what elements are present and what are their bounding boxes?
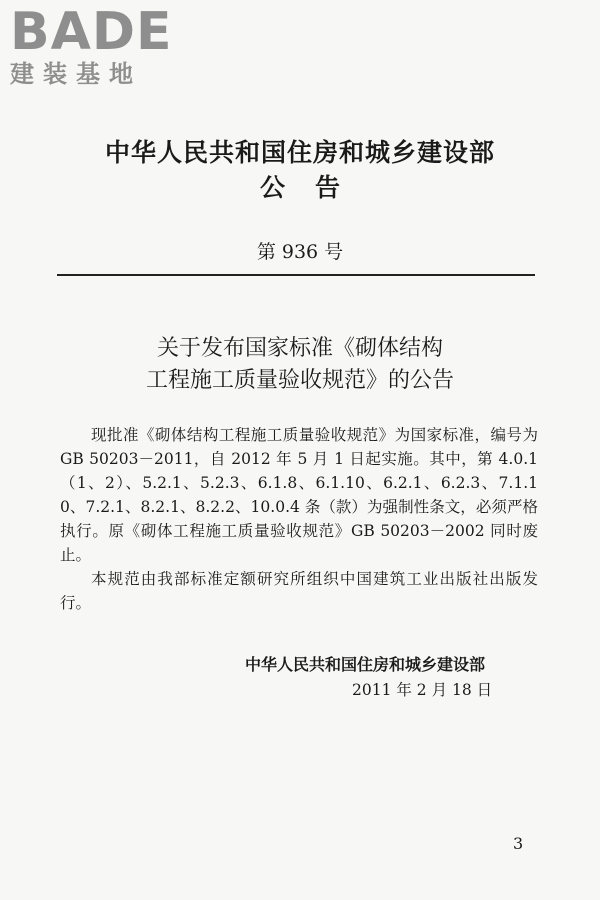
header-divider [57, 274, 535, 276]
document-title-line: 关于发布国家标准《砌体结构 [156, 336, 443, 361]
notice-number: 第 936 号 [256, 241, 344, 263]
document-body [60, 423, 538, 615]
signature-date: 2011 年 2 月 18 日 [352, 681, 493, 699]
ministry-heading: 中华人民共和国住房和城乡建设部 [104, 138, 495, 167]
page-number: 3 [513, 834, 524, 853]
document-title [0, 333, 600, 397]
watermark-subtitle: 建装基地 [10, 60, 142, 88]
watermark-logo [10, 2, 173, 88]
document-title-line: 工程施工质量验收规范》的公告 [145, 368, 454, 393]
notice-title: 公告 [259, 173, 370, 202]
body-paragraph: 本规范由我部标准定额研究所组织中国建筑工业出版社出版发行。 [60, 570, 538, 612]
watermark-brand: BADE [10, 2, 173, 62]
body-paragraph: 现批准《砌体结构工程施工质量验收规范》为国家标准，编号为 GB 50203－2011，自 2012 年 5 月 1 日起实施。其中，第 4.0.1（1、2）、5.2.1、5.2.3、6.1.8、6.1.10、6.2.1、6.2.3、7.1.10、7.2.1、8.2.1、8.2.2、10.0.4 条（款）为强制性条文，必须严格执行。原《砌体工程施工质量验收规范》GB 50203－2002 同时废止。 [60, 426, 538, 564]
signature-organization: 中华人民共和国住房和城乡建设部 [245, 655, 486, 674]
